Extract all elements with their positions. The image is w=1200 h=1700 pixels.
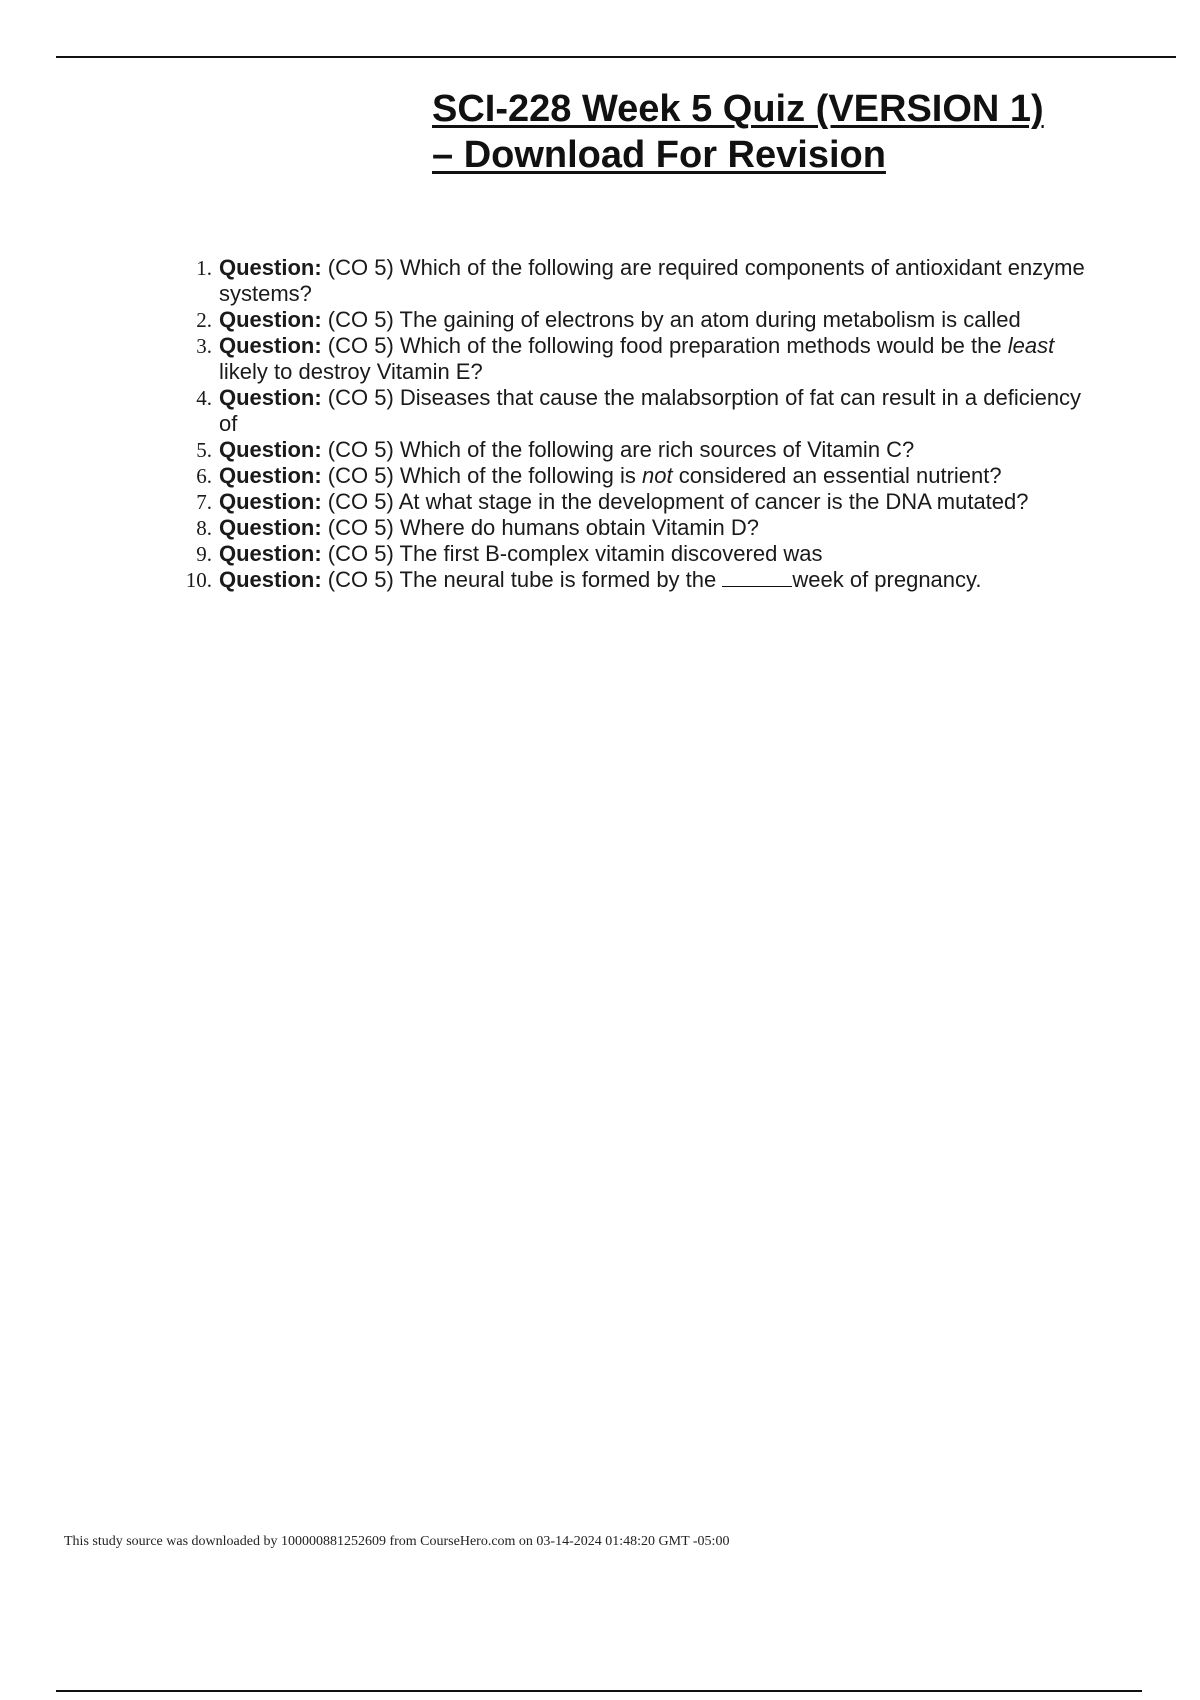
- question-text: (CO 5) Which of the following are rich sources of Vitamin C?: [327, 437, 915, 462]
- question-number: 4.: [196, 386, 212, 410]
- question-text-end: week of pregnancy.: [792, 567, 982, 592]
- question-number: 7.: [196, 490, 212, 514]
- page-title: [432, 86, 1044, 178]
- question-label: Question:: [219, 255, 322, 280]
- question-label: Question:: [219, 567, 322, 592]
- question-text: (CO 5) At what stage in the development of cancer is the DNA mutated?: [327, 489, 1029, 514]
- top-rule: [56, 56, 1176, 58]
- question-item: [176, 489, 1086, 515]
- question-label: Question:: [219, 541, 322, 566]
- question-number: 3.: [196, 334, 212, 358]
- question-label: Question:: [219, 489, 322, 514]
- question-text-end: likely to destroy Vitamin E?: [219, 359, 483, 384]
- question-item: [176, 541, 1086, 567]
- question-label: Question:: [219, 437, 322, 462]
- question-text: (CO 5) The neural tube is formed by the: [327, 567, 723, 592]
- question-list: [176, 255, 1086, 593]
- question-number: 6.: [196, 464, 212, 488]
- download-footer: This study source was downloaded by 100000881252609 from CourseHero.com on 03-14-2024 01:48:20 GMT -05:00: [64, 1534, 730, 1549]
- question-number: 10.: [185, 568, 212, 592]
- question-text: (CO 5) Which of the following food preparation methods would be the: [327, 333, 1008, 358]
- question-item: [176, 333, 1086, 385]
- question-label: Question:: [219, 463, 322, 488]
- question-label: Question:: [219, 385, 322, 410]
- answer-blank: [722, 568, 792, 587]
- title-line-2: – Download For Revision: [432, 134, 886, 176]
- question-text-end: considered an essential nutrient?: [672, 463, 1002, 488]
- question-item: [176, 307, 1086, 333]
- question-emphasis: not: [642, 463, 673, 488]
- question-label: Question:: [219, 307, 322, 332]
- question-label: Question:: [219, 515, 322, 540]
- question-item: [176, 385, 1086, 437]
- bottom-rule: [56, 1690, 1142, 1692]
- question-item: [176, 437, 1086, 463]
- question-emphasis: least: [1007, 333, 1055, 358]
- question-number: 1.: [196, 256, 212, 280]
- question-text: (CO 5) Where do humans obtain Vitamin D?: [327, 515, 760, 540]
- question-number: 9.: [196, 542, 212, 566]
- question-text: (CO 5) The gaining of electrons by an atom during metabolism is called: [327, 307, 1021, 332]
- question-text: (CO 5) Which of the following are required components of antioxidant enzyme systems?: [219, 255, 1085, 306]
- question-text: (CO 5) Which of the following is: [327, 463, 643, 488]
- question-item: [176, 515, 1086, 541]
- question-text: (CO 5) Diseases that cause the malabsorption of fat can result in a deficiency of: [219, 385, 1082, 436]
- question-number: 5.: [196, 438, 212, 462]
- title-line-1: SCI-228 Week 5 Quiz (VERSION 1): [432, 88, 1044, 130]
- question-number: 2.: [196, 308, 212, 332]
- question-item: [176, 567, 1086, 593]
- question-number: 8.: [196, 516, 212, 540]
- question-label: Question:: [219, 333, 322, 358]
- question-item: [176, 463, 1086, 489]
- question-text: (CO 5) The first B-complex vitamin discovered was: [327, 541, 823, 566]
- question-item: [176, 255, 1086, 307]
